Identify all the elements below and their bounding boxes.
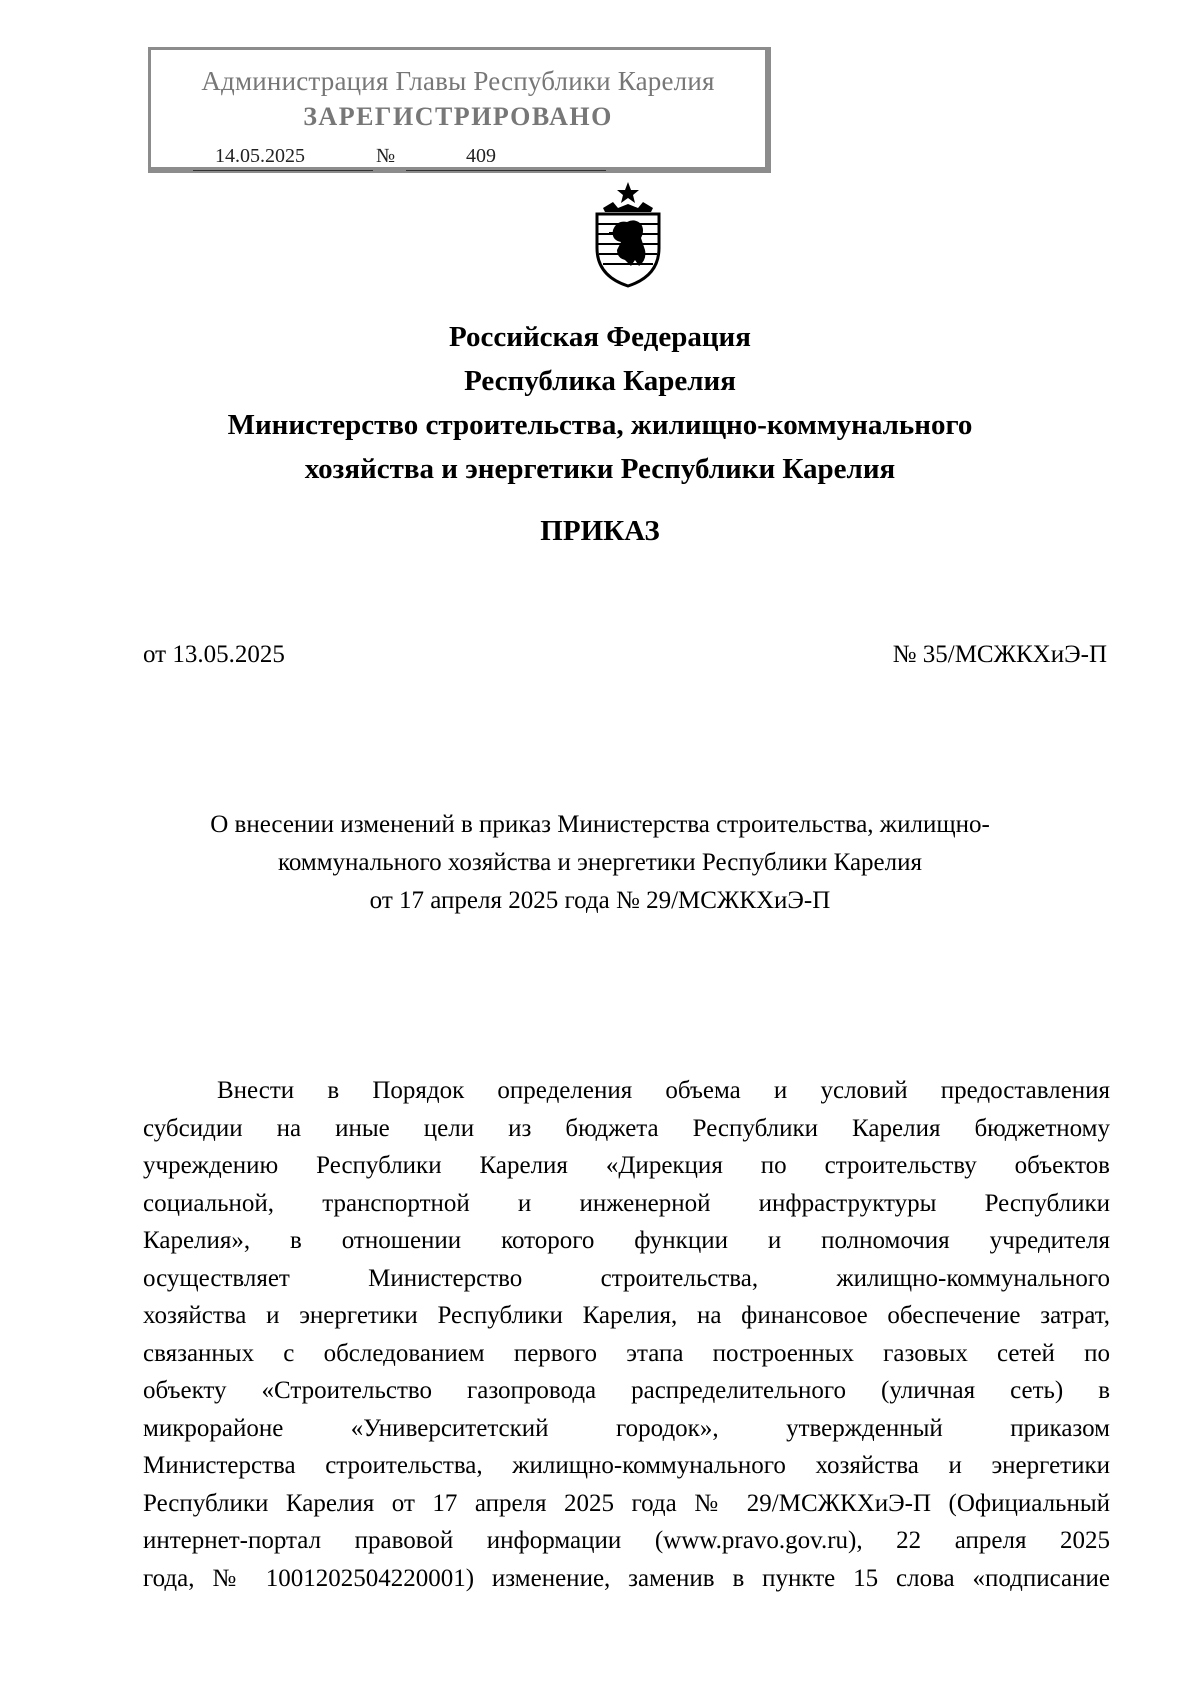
registration-stamp — [148, 47, 771, 173]
header-country: Российская Федерация — [449, 321, 751, 353]
order-number: № 35/МСЖКХиЭ-П — [892, 641, 1107, 668]
stamp-number-sign: № — [376, 145, 396, 167]
stamp-date: 14.05.2025 — [193, 145, 373, 171]
stamp-office-name: Администрация Главы Республики Карелия — [201, 66, 715, 96]
body-line: хозяйства и энергетики Республики Карелия, на финансовое обеспечение затрат, — [143, 1302, 1110, 1329]
stamp-number: 409 — [406, 145, 606, 171]
body-line: осуществляет Министерство строительства, жилищно-коммунального — [143, 1264, 1110, 1292]
body-line: микрорайоне «Университетский городок», утвержденный приказом — [143, 1414, 1110, 1442]
body-line: Министерства строительства, жилищно-коммунального хозяйства и энергетики — [143, 1452, 1110, 1479]
karelia-emblem-icon — [583, 180, 673, 290]
body-line: Карелия», в отношении которого функции и полномочия учредителя — [143, 1227, 1110, 1254]
body-line: Внести в Порядок определения объема и условий предоставления — [217, 1077, 1110, 1104]
body-line: субсидии на иные цели из бюджета Республики Карелия бюджетному — [143, 1114, 1110, 1142]
document-type: ПРИКАЗ — [540, 515, 660, 547]
header-ministry-line2: хозяйства и энергетики Республики Карелия — [304, 453, 896, 485]
body-line: связанных с обследованием первого этапа построенных газовых сетей по — [143, 1339, 1110, 1367]
header-ministry-line1: Министерство строительства, жилищно-коммунального — [227, 409, 973, 441]
body-line: интернет-портал правовой информации (www.pravo.gov.ru), 22 апреля 2025 — [143, 1527, 1110, 1554]
body-line: объекту «Строительство газопровода распределительного (уличная сеть) в — [143, 1377, 1110, 1404]
body-paragraph — [143, 1072, 1110, 1597]
subject-line-3: от 17 апреля 2025 года № 29/МСЖКХиЭ-П — [369, 887, 831, 914]
subject-line-1: О внесении изменений в приказ Министерства строительства, жилищно- — [210, 811, 990, 838]
body-line: Республики Карелия от 17 апреля 2025 года № 29/МСЖКХиЭ-П (Официальный — [143, 1489, 1110, 1517]
body-line: года, № 1001202504220001) изменение, заменив в пункте 15 слова «подписание — [143, 1564, 1110, 1592]
header-republic: Республика Карелия — [464, 365, 736, 397]
stamp-registered-label: ЗАРЕГИСТРИРОВАНО — [303, 102, 613, 131]
order-date: от 13.05.2025 — [143, 641, 285, 668]
body-line: социальной, транспортной и инженерной инфраструктуры Республики — [143, 1189, 1110, 1217]
subject-line-2: коммунального хозяйства и энергетики Республики Карелия — [277, 849, 922, 876]
body-line: учреждению Республики Карелия «Дирекция по строительству объектов — [143, 1152, 1110, 1179]
